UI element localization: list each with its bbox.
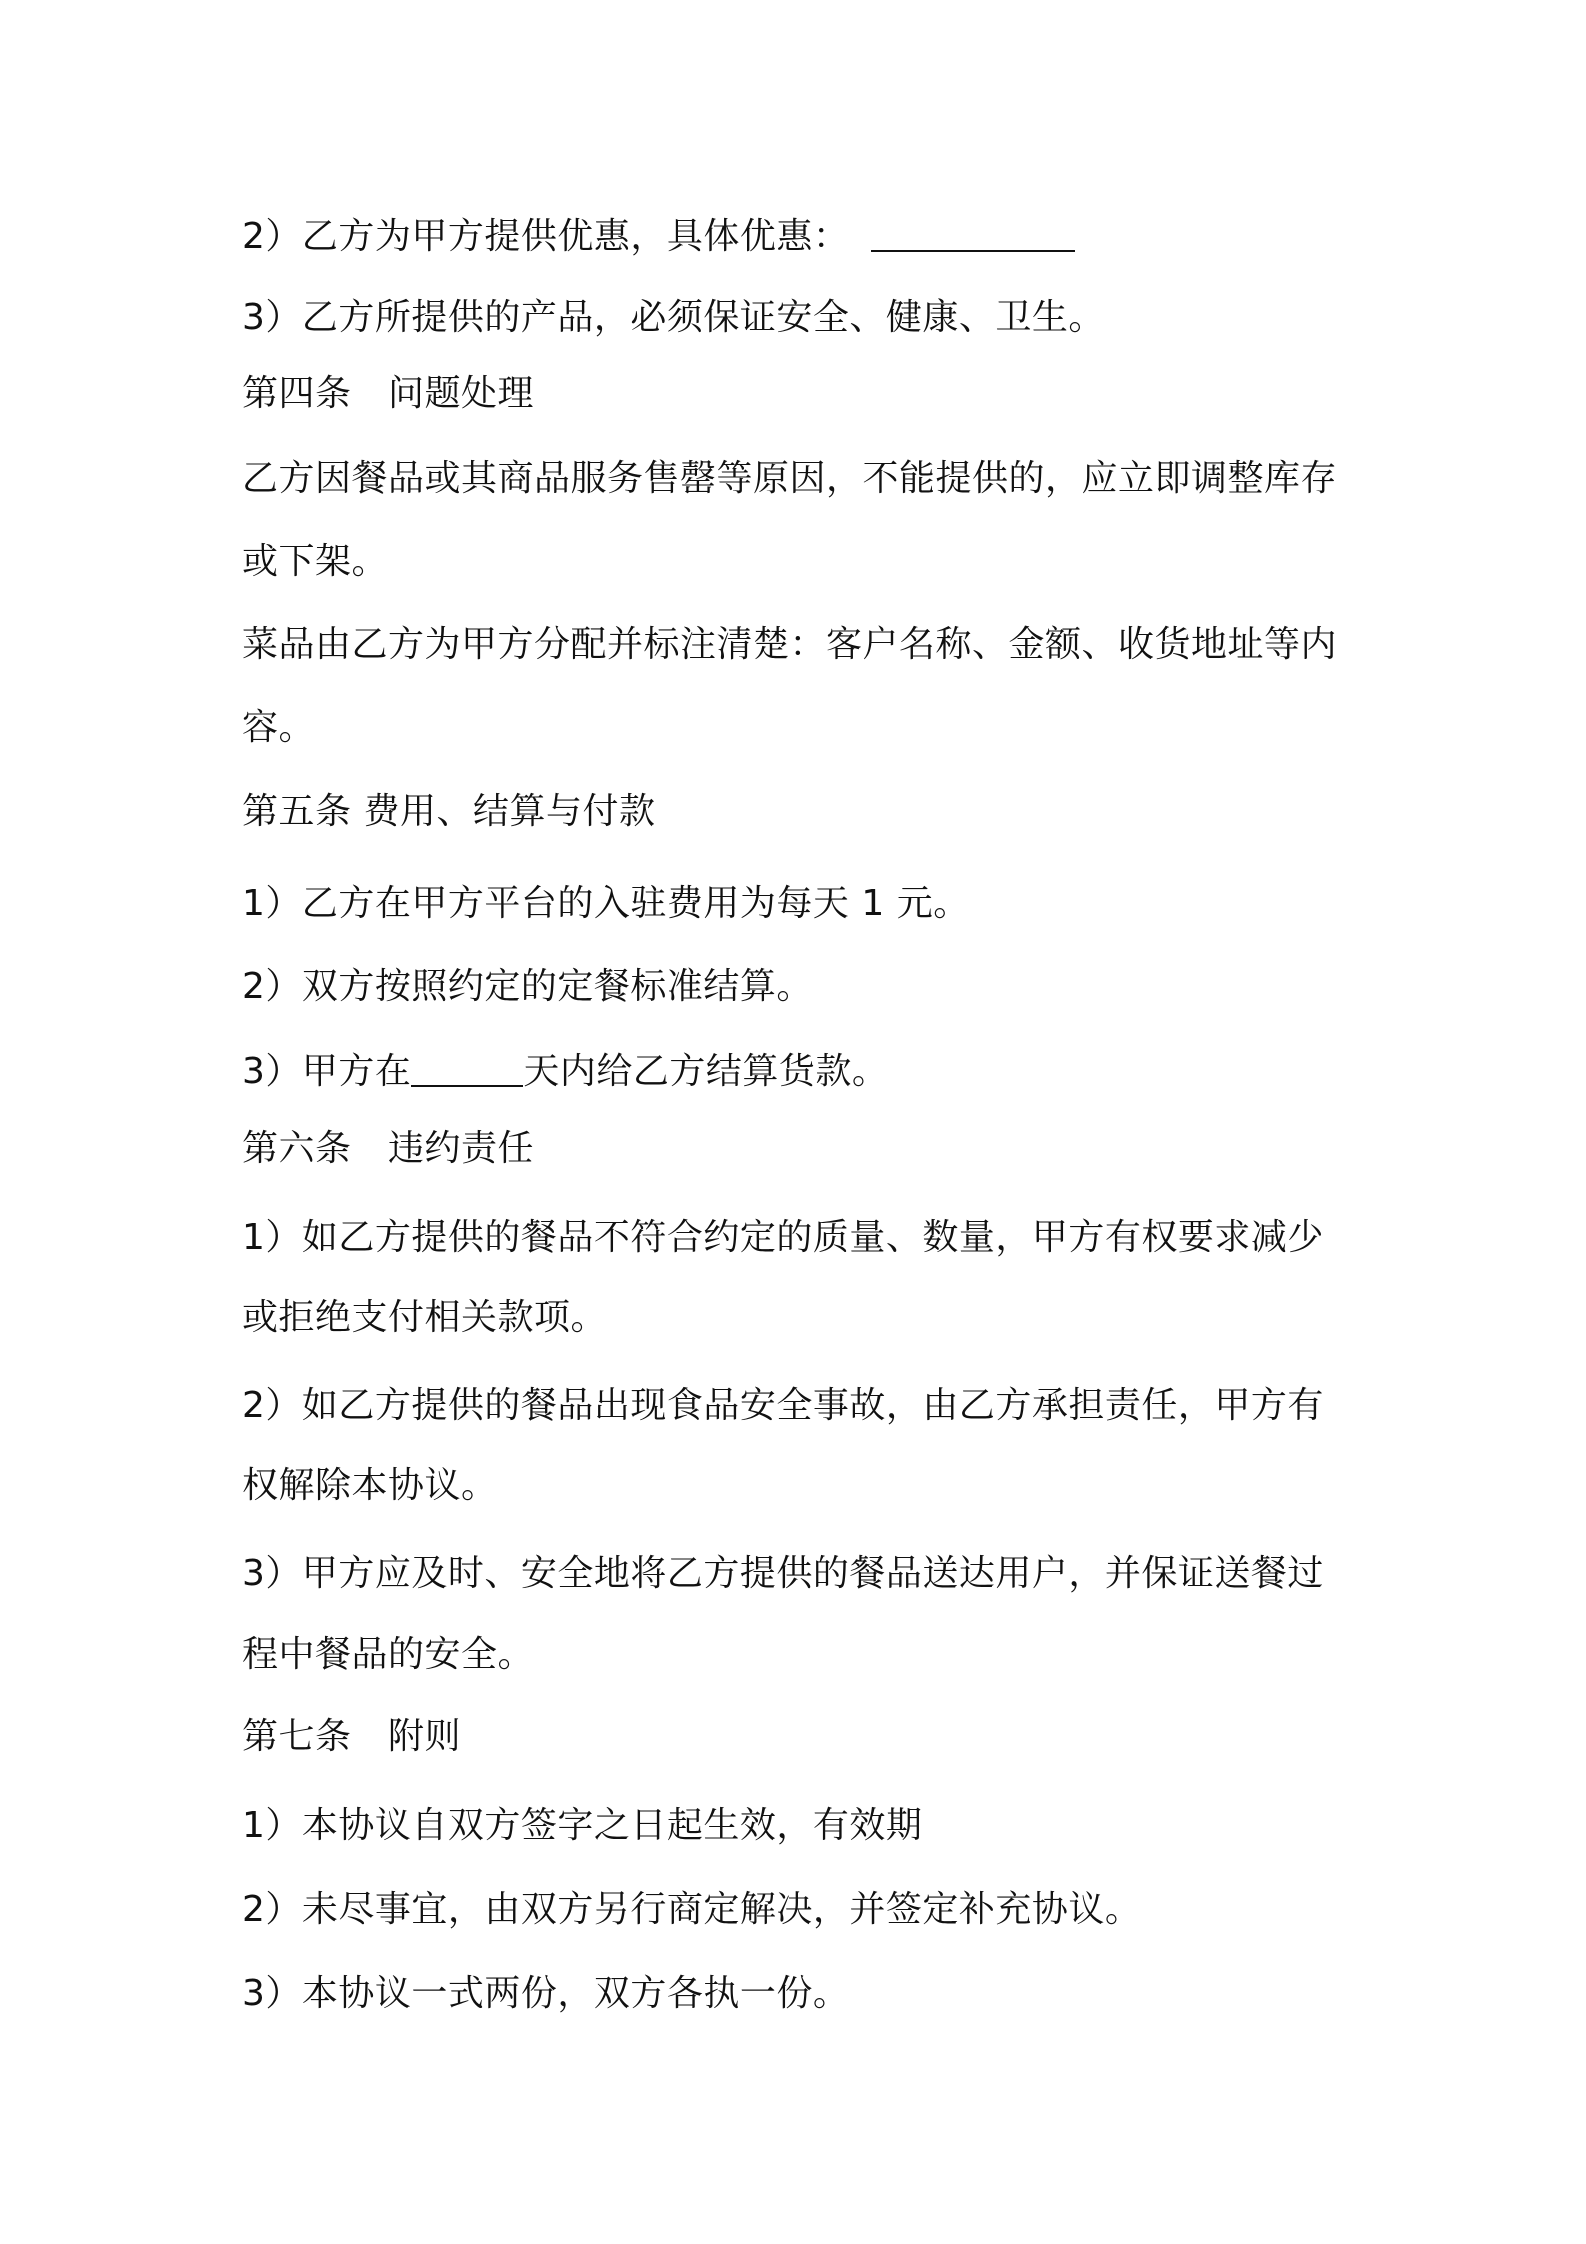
article-4-para-2-line-2: 容。 — [242, 707, 316, 748]
clause-3-item-3: 3）乙方所提供的产品，必须保证安全、健康、卫生。 — [242, 297, 1105, 338]
article-5-item-1: 1）乙方在甲方平台的入驻费用为每天 1 元。 — [242, 883, 970, 924]
article-4-para-1-line-1: 乙方因餐品或其商品服务售罄等原因，不能提供的，应立即调整库存 — [242, 458, 1338, 499]
article-7-item-3: 3）本协议一式两份，双方各执一份。 — [242, 1973, 850, 2014]
clause-text: 天内给乙方结算货款。 — [523, 1051, 889, 1092]
article-6-item-3-line-1: 3）甲方应及时、安全地将乙方提供的餐品送达用户，并保证送餐过 — [242, 1553, 1324, 1594]
article-4-heading: 第四条 问题处理 — [242, 373, 535, 414]
clause-3-item-2 — [242, 210, 1075, 261]
clause-text: 2）乙方为甲方提供优惠，具体优惠： — [242, 216, 850, 257]
settlement-days-blank-field[interactable] — [411, 1049, 523, 1087]
article-7-item-2: 2）未尽事宜，由双方另行商定解决，并签定补充协议。 — [242, 1889, 1142, 1930]
article-5-item-3 — [242, 1045, 888, 1096]
article-6-item-3-line-2: 程中餐品的安全。 — [242, 1634, 535, 1675]
article-6-item-1-line-2: 或拒绝支付相关款项。 — [242, 1297, 608, 1338]
article-5-heading: 第五条 费用、结算与付款 — [242, 791, 656, 832]
article-4-para-2-line-1: 菜品由乙方为甲方分配并标注清楚：客户名称、金额、收货地址等内 — [242, 624, 1338, 665]
clause-text: 3）甲方在 — [242, 1051, 412, 1092]
article-4-para-1-line-2: 或下架。 — [242, 541, 389, 582]
article-6-item-2-line-2: 权解除本协议。 — [242, 1465, 498, 1506]
discount-blank-field[interactable] — [871, 214, 1075, 252]
article-7-heading: 第七条 附则 — [242, 1716, 462, 1757]
article-7-item-1: 1）本协议自双方签字之日起生效，有效期 — [242, 1805, 923, 1846]
article-6-item-2-line-1: 2）如乙方提供的餐品出现食品安全事故，由乙方承担责任，甲方有 — [242, 1385, 1324, 1426]
article-5-item-2: 2）双方按照约定的定餐标准结算。 — [242, 966, 813, 1007]
article-6-heading: 第六条 违约责任 — [242, 1128, 535, 1169]
article-6-item-1-line-1: 1）如乙方提供的餐品不符合约定的质量、数量，甲方有权要求减少 — [242, 1217, 1324, 1258]
